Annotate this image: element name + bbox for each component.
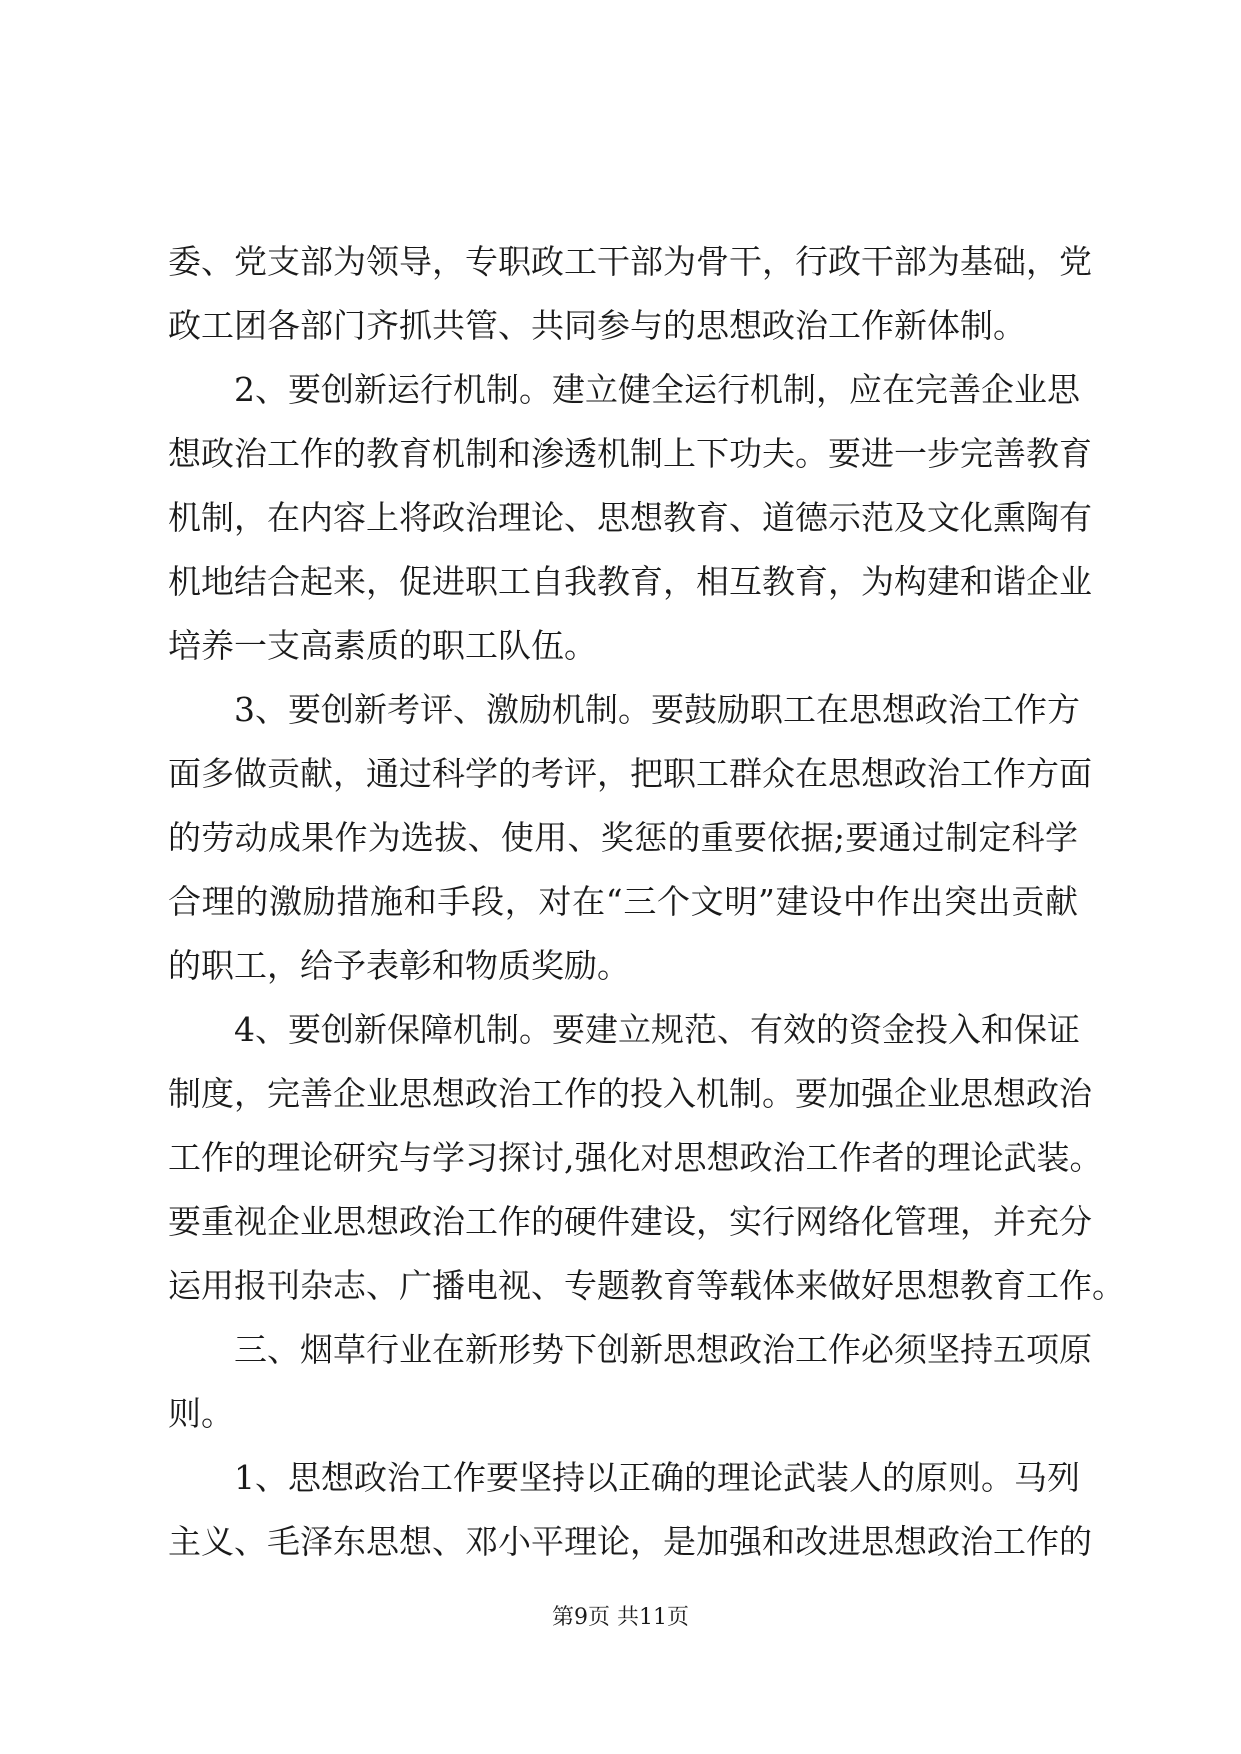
text-line: 面多做贡献，通过科学的考评，把职工群众在思想政治工作方面 [168,754,1092,793]
body-text [168,230,1125,1574]
text-line: 三、烟草行业在新形势下创新思想政治工作必须坚持五项原 [234,1330,1092,1369]
text-line: 委、党支部为领导，专职政工干部为骨干，行政干部为基础，党 [168,242,1092,281]
text-line: 工作的理论研究与学习探讨,强化对思想政治工作者的理论武装。 [168,1138,1103,1177]
text-line: 3、要创新考评、激励机制。要鼓励职工在思想政治工作方 [234,690,1080,729]
text-line: 机制，在内容上将政治理论、思想教育、道德示范及文化熏陶有 [168,498,1092,537]
text-line: 主义、毛泽东思想、邓小平理论，是加强和改进思想政治工作的 [168,1522,1092,1561]
text-line: 的职工，给予表彰和物质奖励。 [168,946,630,985]
page-footer: 第9页 共11页 [552,1605,689,1630]
text-line: 合理的激励措施和手段，对在“三个文明”建设中作出突出贡献 [168,882,1078,921]
text-line: 想政治工作的教育机制和渗透机制上下功夫。要进一步完善教育 [168,434,1092,473]
text-line: 机地结合起来，促进职工自我教育，相互教育，为构建和谐企业 [168,562,1092,601]
text-line: 则。 [168,1394,234,1433]
text-line: 制度，完善企业思想政治工作的投入机制。要加强企业思想政治 [168,1074,1092,1113]
text-line: 要重视企业思想政治工作的硬件建设，实行网络化管理，并充分 [168,1202,1092,1241]
text-line: 2、要创新运行机制。建立健全运行机制，应在完善企业思 [234,370,1080,409]
text-line: 的劳动成果作为选拔、使用、奖惩的重要依据;要通过制定科学 [168,818,1078,857]
text-line: 培养一支高素质的职工队伍。 [168,626,597,665]
text-line: 1、思想政治工作要坚持以正确的理论武装人的原则。马列 [234,1458,1080,1497]
text-line: 政工团各部门齐抓共管、共同参与的思想政治工作新体制。 [168,306,1026,345]
text-line: 运用报刊杂志、广播电视、专题教育等载体来做好思想教育工作。 [168,1266,1125,1305]
text-line: 4、要创新保障机制。要建立规范、有效的资金投入和保证 [234,1010,1080,1049]
